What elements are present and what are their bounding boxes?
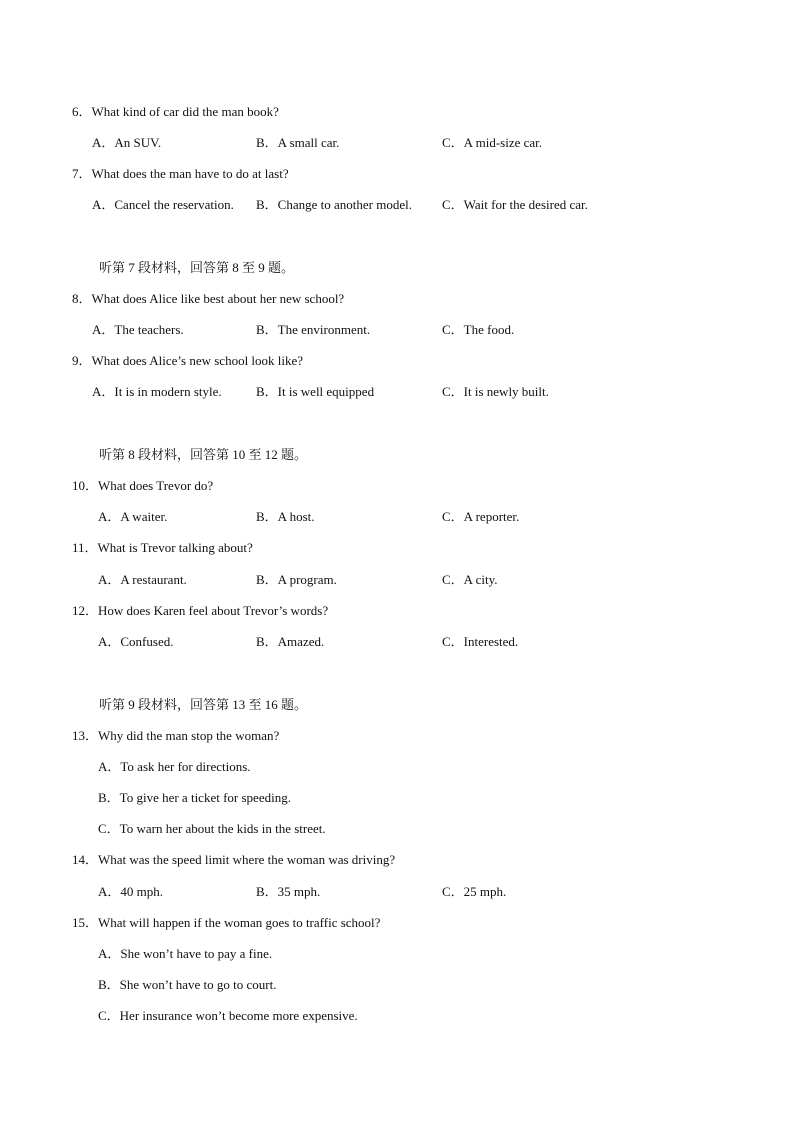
question-14-text: 14．What was the speed limit where the woman was driving? — [72, 852, 396, 867]
question-13-option-b: B．To give her a ticket for speeding. — [98, 790, 291, 805]
question-11-option-a: A．A restaurant. — [98, 572, 187, 587]
question-11-option-c: C．A city. — [442, 572, 498, 587]
question-8-text: 8．What does Alice like best about her new school? — [72, 291, 345, 306]
question-8-option-c: C．The food. — [442, 322, 515, 337]
question-12-text: 12．How does Karen feel about Trevor’s words? — [72, 603, 329, 618]
question-11-text: 11．What is Trevor talking about? — [72, 540, 253, 555]
question-7-option-c: C．Wait for the desired car. — [442, 197, 588, 212]
question-15-text: 15．What will happen if the woman goes to traffic school? — [72, 915, 381, 930]
question-9-option-a: A．It is in modern style. — [92, 384, 222, 399]
section-heading-9: 听第 9 段材料，回答第 13 至 16 题。 — [99, 697, 308, 712]
question-10-option-c: C．A reporter. — [442, 509, 520, 524]
question-6-option-a: A．An SUV. — [92, 135, 162, 150]
section-heading-8: 听第 8 段材料，回答第 10 至 12 题。 — [99, 447, 308, 462]
question-8-option-a: A．The teachers. — [92, 322, 184, 337]
question-14-option-a: A．40 mph. — [98, 884, 164, 899]
question-9-option-c: C．It is newly built. — [442, 384, 549, 399]
question-15-option-b: B．She won’t have to go to court. — [98, 977, 277, 992]
question-12-option-a: A．Confused. — [98, 634, 174, 649]
question-9-option-b: B．It is well equipped — [256, 384, 375, 399]
question-15-option-a: A．She won’t have to pay a fine. — [98, 946, 273, 961]
question-6-text: 6．What kind of car did the man book? — [72, 104, 279, 119]
question-7-option-a: A．Cancel the reservation. — [92, 197, 234, 212]
question-10-text: 10．What does Trevor do? — [72, 478, 214, 493]
section-heading-7: 听第 7 段材料，回答第 8 至 9 题。 — [99, 260, 295, 275]
question-10-option-b: B．A host. — [256, 509, 315, 524]
question-14-option-b: B．35 mph. — [256, 884, 321, 899]
question-14-option-c: C．25 mph. — [442, 884, 507, 899]
question-15-option-c: C．Her insurance won’t become more expensive. — [98, 1008, 358, 1023]
question-13-option-c: C．To warn her about the kids in the street. — [98, 821, 326, 836]
question-9-text: 9．What does Alice’s new school look like? — [72, 353, 304, 368]
question-6-option-b: B．A small car. — [256, 135, 340, 150]
question-12-option-b: B．Amazed. — [256, 634, 325, 649]
question-7-option-b: B．Change to another model. — [256, 197, 412, 212]
question-11-option-b: B．A program. — [256, 572, 337, 587]
question-8-option-b: B．The environment. — [256, 322, 371, 337]
question-13-text: 13．Why did the man stop the woman? — [72, 728, 280, 743]
question-7-text: 7．What does the man have to do at last? — [72, 166, 289, 181]
question-13-option-a: A．To ask her for directions. — [98, 759, 251, 774]
question-6-option-c: C．A mid-size car. — [442, 135, 543, 150]
question-10-option-a: A．A waiter. — [98, 509, 168, 524]
question-12-option-c: C．Interested. — [442, 634, 519, 649]
